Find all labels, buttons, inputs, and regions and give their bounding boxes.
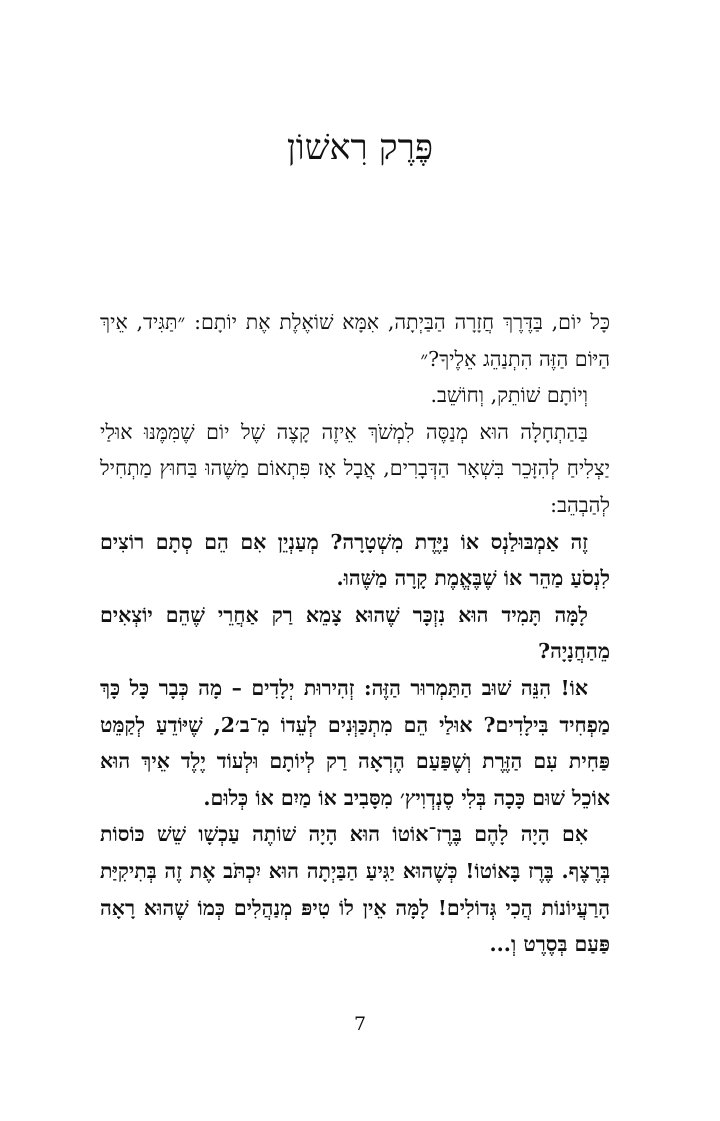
paragraph-1: כָּל יוֹם, בַּדֶּרֶךְ חֲזָרָה הַבַּיְתָה, אִמָּא שׁוֹאֶלֶת אֶת יוֹתָם: ״תַּגִּיד, אֵיךְ הַיּוֹם הַזֶּה הִתְנַהֵג אֵלֶיךָ?״ — [100, 310, 610, 371]
paragraph-5: לָמָּה תָּמִיד הוּא נִזְכָּר שֶׁהוּא צָמֵא רַק אַחֲרֵי שֶׁהֵם יוֹצְאִים מֵהַחֲנָיָה? — [100, 602, 610, 664]
chapter-body — [100, 304, 610, 963]
paragraph-6: אוֹ! הִנֵּה שׁוּב הַתַּמְרוּר הַזֶּה: זְהִירוּת יְלָדִים – מָה כְּבָר כָּל כָּךְ מַפְחִיד בִּילָדִים? אוּלַי הֵם מִתְכַּוְּנִים לְעֵדוֹ מִ־ב׳2, שֶׁיּוֹדֵעַ לְקַמֵּט פַּחִית עִם הַזֶּרֶת וְשֶׁפַּעַם הֶרְאָה רַק לְיוֹתָם וּלְעוֹד יֶלֶד אֵיךְ הוּא אוֹכֵל שׁוּם כָּכָה בְּלִי סֶנְדְוִיץ׳ מִסָּבִיב אוֹ מַיִם אוֹ כְּלוּם. — [100, 675, 610, 810]
paragraph-2: וְיוֹתָם שׁוֹתֵק, וְחוֹשֵׁב. — [430, 383, 588, 408]
paragraph-3: בַּהַתְחָלָה הוּא מְנַסֶּה לִמְשֹׁךְ אֵיזֶה קָצֶה שֶׁל יוֹם שֶׁמִּמֶּנּוּ אוּלַי יַצְלִיחַ לְהִזָּכֵר בִּשְׁאָר הַדְּבָרִים, אֲבָל אָז פִּתְאוֹם מַשֶּׁהוּ בַּחוּץ מַתְחִיל לְהַבְהֵב: — [100, 419, 610, 517]
page-number: 7 — [353, 1013, 367, 1035]
paragraph-7: אִם הָיָה לָהֶם בֶּרֶז־אוֹטוֹ הוּא הָיָה שׁוֹתֶה עַכְשָׁו שֵׁשׁ כּוֹסוֹת בְּרֶצֶף. בֶּרֶז בָּאוֹטוֹ! כְּשֶׁהוּא יַגִּיעַ הַבַּיְתָה הוּא יִכְתֹּב אֶת זֶה בְּתִיקִיַּת הָרַעֲיוֹנוֹת הֲכִי גְּדוֹלִים! לָמָּה אֵין לוֹ טִיפּ מְנַהֲלִים כְּמוֹ שֶׁהוּא רָאָה פַּעַם בְּסֶרֶט וְ... — [100, 822, 610, 957]
paragraph-4: זֶה אַמְבּוּלַנְס אוֹ נַיֶּדֶת מִשְׁטָרָה? מְעַנְיֵן אִם הֵם סְתָם רוֹצִים לִנְסֹעַ מַהֵר אוֹ שֶׁבֶּאֱמֶת קָרָה מַשֶּׁהוּ. — [100, 529, 610, 591]
chapter-title: פֶּרֶק רִאשׁוֹן — [286, 128, 434, 168]
